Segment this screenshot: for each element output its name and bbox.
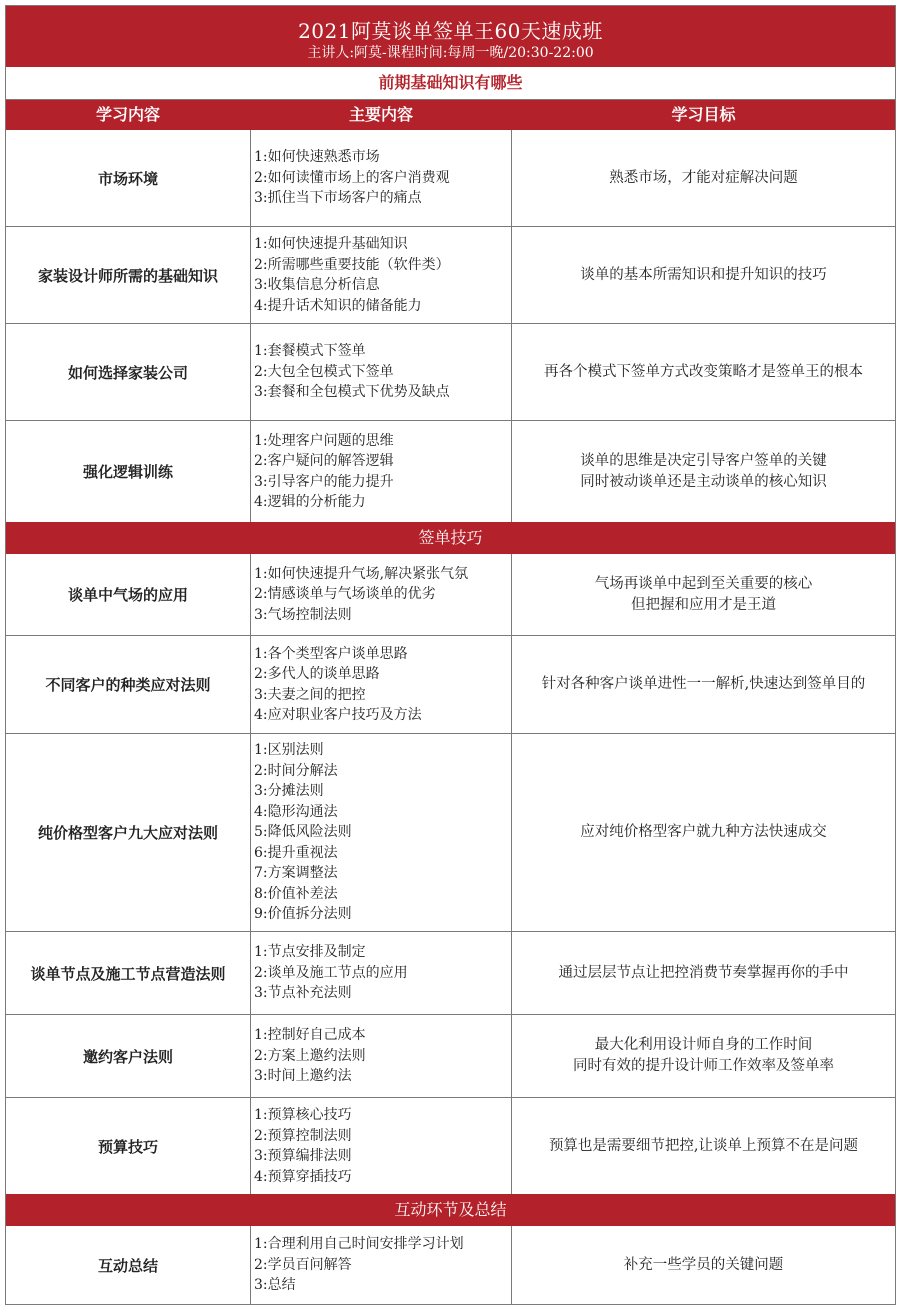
content-item: 1:如何快速熟悉市场	[254, 149, 380, 166]
row-topic: 家装设计师所需的基础知识	[6, 227, 251, 323]
row-goal	[512, 1226, 895, 1304]
row-topic: 谈单中气场的应用	[6, 554, 251, 635]
row-goal	[512, 636, 895, 733]
section-title-basics: 前期基础知识有哪些	[6, 67, 895, 100]
content-item: 6:提升重视法	[254, 844, 338, 861]
table-header	[6, 100, 895, 130]
table-row	[6, 324, 895, 421]
goal-line: 同时被动谈单还是主动谈单的核心知识	[580, 473, 827, 490]
table-row	[6, 1226, 895, 1304]
content-item: 3:引导客户的能力提升	[254, 473, 394, 490]
content-item: 3:收集信息分析信息	[254, 277, 380, 293]
course-subtitle: 主讲人:阿莫-课程时间:每周一晚/20:30-22:00	[307, 45, 594, 61]
content-item: 1:节点安排及制定	[254, 944, 366, 961]
content-item: 4:隐形沟通法	[254, 803, 338, 820]
header-content: 主要内容	[348, 105, 413, 124]
content-item: 1:各个类型客户谈单思路	[254, 645, 408, 662]
row-topic: 纯价格型客户九大应对法则	[6, 734, 251, 931]
content-item: 1:区别法则	[254, 742, 324, 759]
content-item: 9:价值拆分法则	[254, 906, 352, 923]
content-item: 2:情感谈单与气场谈单的优劣	[254, 586, 436, 603]
content-item: 2:客户疑问的解答逻辑	[254, 453, 394, 469]
content-item: 1:如何快速提升气场,解决紧张气氛	[254, 565, 469, 582]
row-content	[251, 734, 512, 931]
section-title-interaction: 互动环节及总结	[6, 1194, 895, 1226]
goal-line: 但把握和应用才是王道	[631, 596, 776, 613]
content-item: 2:多代人的谈单思路	[254, 666, 380, 682]
goal-line: 补充一些学员的关键问题	[623, 1256, 784, 1273]
row-goal	[512, 554, 895, 635]
content-item: 3:节点补充法则	[254, 985, 352, 1002]
goal-line: 谈单的思维是决定引导客户签单的关键	[580, 452, 827, 469]
content-item: 2:学员百问解答	[254, 1256, 352, 1273]
content-item: 2:如何读懂市场上的客户消费观	[254, 169, 450, 186]
row-goal	[512, 421, 895, 522]
row-topic: 预算技巧	[6, 1098, 251, 1194]
row-topic: 谈单节点及施工节点营造法则	[6, 932, 251, 1014]
row-goal	[512, 130, 895, 226]
row-content	[251, 636, 512, 733]
table-row	[6, 421, 895, 522]
content-item: 4:提升话术知识的储备能力	[254, 297, 422, 314]
content-item: 2:大包全包模式下签单	[254, 363, 394, 380]
row-goal	[512, 1098, 895, 1194]
content-item: 2:时间分解法	[254, 762, 338, 779]
content-item: 4:应对职业客户技巧及方法	[254, 707, 422, 723]
table-row	[6, 130, 895, 227]
row-goal	[512, 932, 895, 1014]
row-goal	[512, 227, 895, 323]
content-item: 4:逻辑的分析能力	[254, 494, 366, 510]
content-item: 2:方案上邀约法则	[254, 1047, 366, 1064]
goal-line: 谈单的基本所需知识和提升知识的技巧	[580, 266, 827, 283]
row-topic: 互动总结	[6, 1226, 251, 1304]
table-row	[6, 1098, 895, 1194]
table-row	[6, 636, 895, 734]
header-topic: 学习内容	[95, 105, 160, 124]
title-banner	[6, 6, 895, 67]
table-row	[6, 554, 895, 636]
table-row	[6, 1015, 895, 1098]
content-item: 2:所需哪些重要技能（软件类）	[254, 256, 450, 273]
goal-line: 最大化利用设计师自身的工作时间	[594, 1037, 813, 1053]
row-topic: 不同客户的种类应对法则	[6, 636, 251, 733]
content-item: 1:如何快速提升基础知识	[254, 236, 408, 252]
goal-line: 同时有效的提升设计师工作效率及签单率	[573, 1058, 834, 1074]
goal-line: 针对各种客户谈单进性一一解析,快速达到签单目的	[541, 676, 866, 692]
row-content	[251, 1098, 512, 1194]
row-content	[251, 1015, 512, 1097]
content-item: 1:合理利用自己时间安排学习计划	[254, 1236, 464, 1253]
row-topic: 邀约客户法则	[6, 1015, 251, 1097]
row-content	[251, 1226, 512, 1304]
table-row	[6, 227, 895, 324]
row-topic: 强化逻辑训练	[6, 421, 251, 522]
row-content	[251, 932, 512, 1014]
content-item: 3:抓住当下市场客户的痛点	[254, 190, 422, 207]
row-content	[251, 421, 512, 522]
row-content	[251, 324, 512, 420]
row-goal	[512, 324, 895, 420]
goal-line: 熟悉市场，才能对症解决问题	[609, 169, 798, 186]
row-content	[251, 130, 512, 226]
content-item: 3:时间上邀约法	[254, 1068, 352, 1085]
content-item: 3:预算编排法则	[254, 1148, 352, 1164]
goal-line: 通过层层节点让把控消费节奏掌握再你的手中	[558, 964, 849, 981]
goal-line: 预算也是需要细节把控,让谈单上预算不在是问题	[548, 1137, 859, 1154]
course-schedule-sheet	[5, 5, 896, 1305]
row-goal	[512, 734, 895, 931]
row-content	[251, 554, 512, 635]
content-item: 5:降低风险法则	[254, 824, 352, 841]
row-content	[251, 227, 512, 323]
content-item: 4:预算穿插技巧	[254, 1168, 352, 1185]
goal-line: 应对纯价格型客户就九种方法快速成交	[580, 824, 827, 840]
content-item: 3:夫妻之间的把控	[254, 686, 366, 703]
section-title-signing: 签单技巧	[6, 522, 895, 554]
course-title: 2021阿莫谈单签单王60天速成班	[298, 19, 603, 43]
goal-line: 气场再谈单中起到至关重要的核心	[594, 575, 813, 592]
content-item: 2:谈单及施工节点的应用	[254, 964, 408, 981]
row-goal	[512, 1015, 895, 1097]
content-item: 1:控制好自己成本	[254, 1027, 366, 1044]
goal-line: 再各个模式下签单方式改变策略才是签单王的根本	[544, 363, 863, 380]
content-item: 1:套餐模式下签单	[254, 343, 366, 360]
content-item: 3:分摊法则	[254, 783, 324, 800]
content-item: 1:处理客户问题的思维	[254, 432, 394, 449]
table-row	[6, 932, 895, 1015]
content-item: 3:气场控制法则	[254, 606, 352, 623]
content-item: 3:套餐和全包模式下优势及缺点	[254, 384, 450, 401]
content-item: 3:总结	[254, 1277, 296, 1294]
content-item: 8:价值补差法	[254, 885, 338, 902]
content-item: 1:预算核心技巧	[254, 1107, 352, 1123]
content-item: 2:预算控制法则	[254, 1127, 352, 1144]
content-item: 7:方案调整法	[254, 865, 338, 882]
row-topic: 如何选择家装公司	[6, 324, 251, 420]
row-topic: 市场环境	[6, 130, 251, 226]
header-goal: 学习目标	[671, 105, 736, 124]
table-row	[6, 734, 895, 932]
